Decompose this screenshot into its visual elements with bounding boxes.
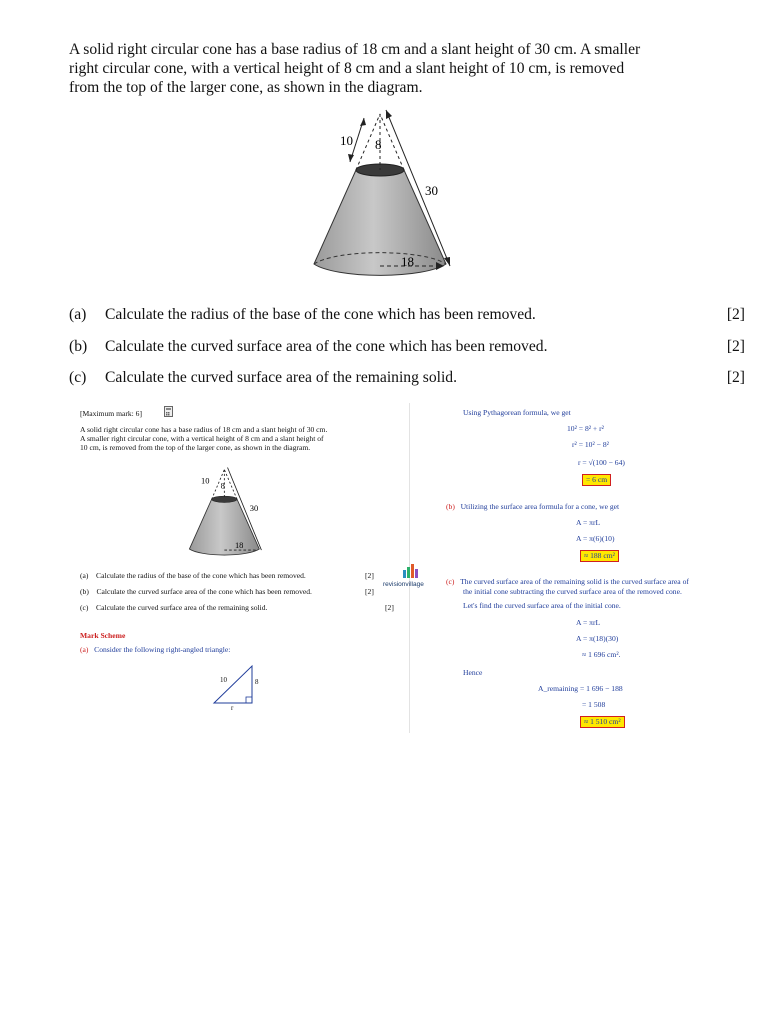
eq-pyth-3: r = √(100 − 64) [578,458,625,467]
answer-b-box: ≈ 188 cm² [580,550,619,562]
mini-statement-3: 10 cm, is removed from the top of the larger cone, as shown in the diagram. [80,443,311,452]
radius-18-label: 18 [401,254,414,269]
pythagoras-intro: Using Pythagorean formula, we get [463,408,571,417]
calculator-icon [164,406,173,417]
mini-frustum-diagram [182,460,272,565]
mini-radius-18: 18 [234,539,244,550]
statement-line-2: right circular cone, with a vertical height of 8 cm and a slant height of 10 cm, is removed [69,60,625,77]
eq-pyth-2: r² = 10² − 8² [572,440,609,449]
ms-part-c-line2: the initial cone subtracting the curved surface area of the removed cone. [463,587,682,596]
mini-slant-10: 10 [201,475,210,486]
slant-30-label: 30 [425,183,438,198]
eq-b-1: A = πrL [576,518,601,527]
slant-10-label: 10 [340,133,353,148]
mini-question-b: (b) Calculate the curved surface area of the cone which has been removed. [80,587,312,596]
statement-line-1: A solid right circular cone has a base radius of 18 cm and a slant height of 30 cm. A smaller [69,41,641,58]
problem-statement [69,40,709,97]
statement-line-3: from the top of the larger cone, as shown in the diagram. [69,79,423,96]
mini-height-8: 8 [220,480,225,491]
ms-part-b: (b) Utilizing the surface area formula for a cone, we get [446,502,620,511]
mini-mark-a: [2] [365,571,374,580]
answer-c-box: ≈ 1 510 cm² [580,716,625,728]
eq-c-3: ≈ 1 696 cm². [582,650,621,659]
eq-c-1: A = πrL [576,618,601,627]
mini-statement-2: A smaller right circular cone, with a vertical height of 8 cm and a slant height of [80,434,324,443]
eq-b-2: A = π(6)(10) [576,534,615,543]
mini-mark-c: [2] [385,603,394,612]
answer-a-box: = 6 cm [582,474,611,486]
revisionvillage-logo-text: revisionvillage [383,581,424,588]
height-8-label: 8 [375,137,382,152]
mini-question-a: (a) Calculate the radius of the base of the cone which has been removed. [80,571,306,580]
right-triangle-diagram [206,660,266,710]
max-mark: [Maximum mark: 6] [80,409,143,418]
eq-c-2: A = π(18)(30) [576,634,619,643]
triangle-hyp-label: 10 [220,676,227,684]
mini-slant-30: 30 [249,502,259,513]
triangle-leg-label: 8 [255,678,259,686]
eq-c-5: = 1 508 [582,700,606,709]
triangle-base-label: r [231,704,234,710]
mini-question-c: (c) Calculate the curved surface area of the remaining solid. [80,603,268,612]
mini-mark-b: [2] [365,587,374,596]
frustum-diagram [300,100,470,290]
revisionvillage-logo-icon [400,564,420,578]
eq-c-4: A_remaining = 1 696 − 188 [538,684,623,693]
ms-part-c: (c) The curved surface area of the remaining solid is the curved surface area of [446,577,689,586]
eq-pyth-1: 10² = 8² + r² [567,424,604,433]
hence-label: Hence [463,668,483,677]
mark-scheme-heading: Mark Scheme [80,631,126,640]
ms-part-c-line3: Let's find the curved surface area of the initial cone. [463,601,621,610]
mini-statement-1: A solid right circular cone has a base radius of 18 cm and a slant height of 30 cm. [80,425,328,434]
ms-part-a: (a) Consider the following right-angled triangle: [80,645,231,654]
